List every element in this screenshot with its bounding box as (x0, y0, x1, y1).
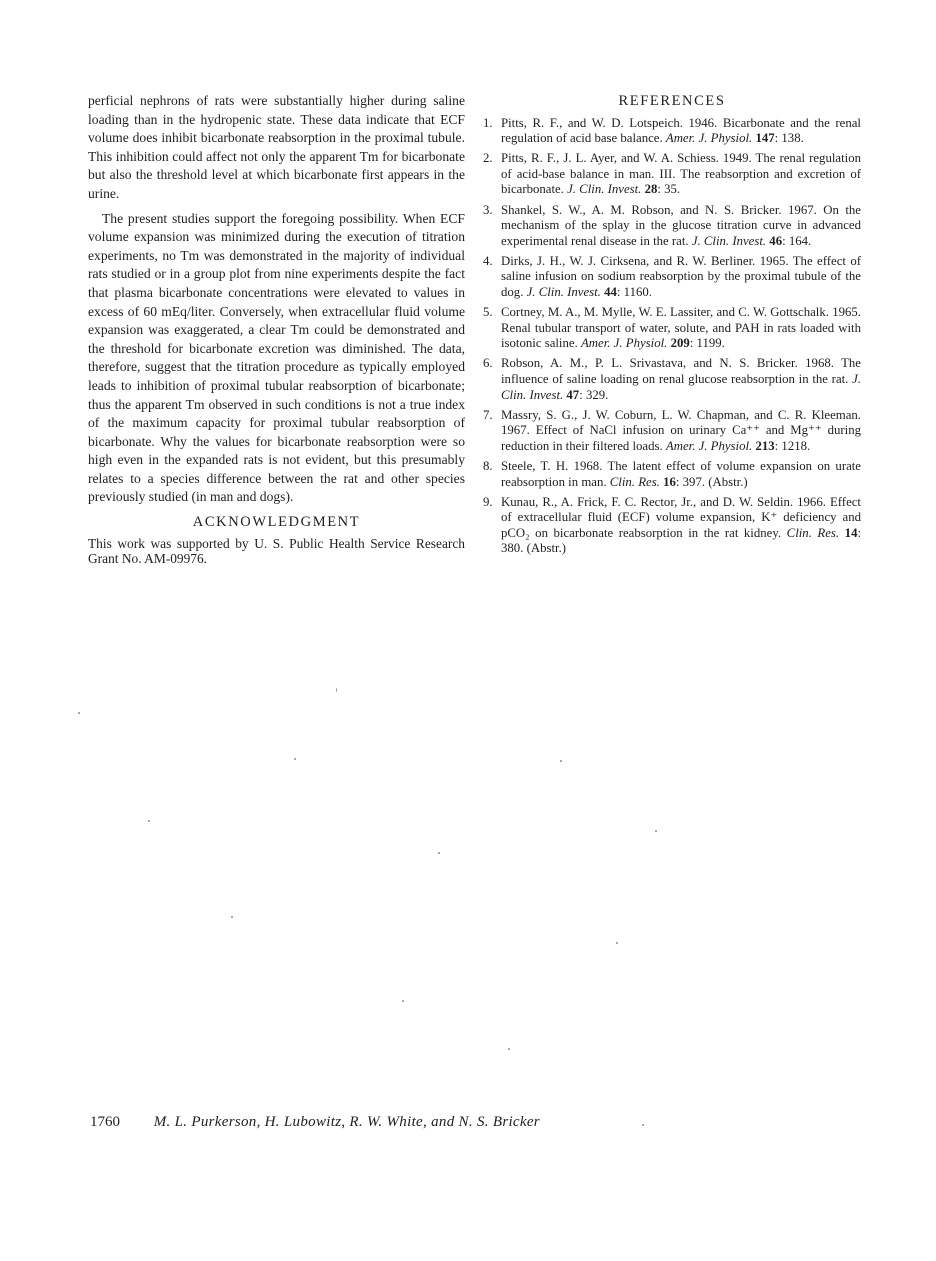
reference-journal: Clin. Res. (609, 474, 660, 489)
reference-text: Shankel, S. W., A. M. Robson, and N. S. Bricker. 1967. On the mechanism of the splay in the glucose titration curve in advanced experimental renal disease in the rat. (501, 202, 861, 248)
scan-speck (508, 1048, 510, 1050)
references-list (483, 116, 861, 557)
reference-text: Pitts, R. F., and W. D. Lotspeich. 1946. Bicarbonate and the renal regulation of acid base balance. (501, 115, 861, 146)
scan-speck (148, 820, 150, 822)
scan-speck (560, 760, 562, 762)
reference-text: Cortney, M. A., M. Mylle, W. E. Lassiter, and C. W. Gottschalk. 1965. Renal tubular transport of water, solute, and PAH in rats loaded with isotonic saline. (501, 305, 861, 351)
reference-text: Steele, T. H. 1968. The latent effect of volume expansion on urate reabsorption in man. (501, 458, 861, 489)
scan-speck (336, 688, 337, 692)
reference-pages: : 1199. (689, 336, 725, 351)
reference-pages: : 380. (Abstr.) (501, 525, 862, 556)
reference-pages: : 1160. (616, 285, 652, 300)
reference-volume: 44 (604, 285, 617, 300)
reference-journal: J. Clin. Invest. (691, 233, 767, 248)
reference-volume: 16 (663, 474, 676, 489)
reference-number: 9. (483, 494, 493, 509)
reference-pages: : 138. (774, 131, 804, 146)
body-paragraph-2: The present studies support the foregoing possibility. When ECF volume expansion was minimized during the execution of titration experiments, no Tm was demonstrated in the majority of individual rats studied or in a group plot from nine experiments despite the fact that plasma bicarbonate concentrations were elevated to values in excess of 60 mEq/liter. Conversely, when extracellular fluid volume expansion was exaggerated, a clear Tm could be demonstrated and the threshold for bicarbonate excretion was diminished. The data, therefore, suggest that the titration procedure as typically employed leads to inhibition of proximal tubular reabsorption of bicarbonate; thus the apparent Tm observed in such conditions is not a true index of the maximum capacity for proximal tubular reabsorption of bicarbonate. Why the values for bicarbonate reabsorption were so high even in the expanded rats is not evident, but this presumably relates to a species difference between the rat and other species previously studied (in man and dogs). (88, 210, 465, 505)
reference-journal: J. Clin. Invest. (526, 285, 601, 300)
page-number: 1760 (90, 1114, 120, 1130)
reference-pages: : 35. (657, 182, 681, 197)
reference-number: 5. (483, 305, 493, 320)
scan-speck (616, 942, 618, 944)
reference-item (483, 151, 861, 198)
reference-item (483, 356, 861, 403)
reference-journal: Amer. J. Physiol. (580, 336, 668, 351)
reference-item (483, 203, 861, 250)
reference-text: Kunau, R., A. Frick, F. C. Rector, Jr., and D. W. Seldin. 1966. Effect of extracellular fluid (ECF) volume expansion, K⁺ deficiency and pCO₂ on bicarbonate reabsorption in the rat kidney. (501, 494, 861, 540)
reference-number: 2. (483, 151, 493, 166)
reference-item (483, 408, 861, 455)
reference-volume: 14 (844, 525, 858, 540)
reference-text: Massry, S. G., J. W. Coburn, L. W. Chapman, and C. R. Kleeman. 1967. Effect of NaCl infusion on urinary Ca⁺⁺ and Mg⁺⁺ during reduction in their filtered loads. (501, 407, 861, 453)
reference-number: 6. (483, 356, 493, 371)
scan-speck (438, 852, 440, 854)
scan-speck (231, 916, 233, 918)
reference-number: 8. (483, 458, 493, 473)
reference-text: Pitts, R. F., J. L. Ayer, and W. A. Schiess. 1949. The renal regulation of acid-base balance in man. III. The reabsorption and excretion of bicarbonate. (501, 151, 861, 197)
scan-speck (294, 758, 296, 760)
reference-item (483, 495, 861, 557)
reference-number: 3. (483, 202, 493, 217)
reference-text: Dirks, J. H., W. J. Cirksena, and R. W. Berliner. 1965. The effect of saline infusion on sodium reabsorption by the proximal tubule of the dog. (501, 253, 861, 300)
reference-text: Robson, A. M., P. L. Srivastava, and N. S. Bricker. 1968. The influence of saline loading on renal glucose reabsorption in the rat. (501, 356, 861, 386)
reference-number: 7. (483, 407, 493, 422)
page-footer (90, 1114, 540, 1131)
reference-volume: 147 (755, 131, 775, 146)
reference-pages: : 164. (782, 233, 812, 248)
running-authors: M. L. Purkerson, H. Lubowitz, R. W. White, and N. S. Bricker (153, 1114, 540, 1130)
reference-item (483, 116, 861, 147)
reference-journal: J. Clin. Invest. (501, 372, 861, 402)
reference-item (483, 254, 861, 301)
acknowledgment-heading: ACKNOWLEDGMENT (192, 514, 361, 531)
reference-number: 1. (483, 115, 493, 130)
reference-number: 4. (483, 253, 493, 268)
references-column (483, 92, 861, 562)
reference-pages: : 1218. (774, 438, 811, 453)
reference-journal: Amer. J. Physiol. (665, 438, 753, 453)
reference-journal: Amer. J. Physiol. (665, 131, 753, 146)
reference-journal: J. Clin. Invest. (567, 182, 642, 197)
acknowledgment-text: This work was supported by U. S. Public Health Service Research Grant No. AM-09976. (88, 535, 465, 567)
reference-volume: 209 (670, 336, 690, 351)
reference-journal: Clin. Res. (786, 525, 840, 540)
reference-volume: 47 (566, 387, 580, 402)
reference-volume: 28 (644, 182, 658, 197)
reference-volume: 213 (755, 438, 775, 453)
scan-speck (78, 712, 80, 714)
scan-speck (642, 1124, 644, 1126)
reference-item (483, 459, 861, 490)
reference-pages: : 329. (579, 387, 609, 402)
reference-pages: : 397. (Abstr.) (675, 474, 748, 489)
left-column (88, 92, 465, 573)
reference-item (483, 305, 861, 352)
reference-volume: 46 (769, 233, 783, 248)
references-heading: REFERENCES (618, 93, 726, 109)
scan-speck (655, 830, 657, 832)
scan-speck (402, 1000, 404, 1002)
body-paragraph-1: perficial nephrons of rats were substantially higher during saline loading than in the hydropenic state. These data indicate that ECF volume does inhibit bicarbonate reabsorption in the proximal tubule. This inhibition could affect not only the apparent Tm for bicarbonate but also the threshold level at which bicarbonate first appears in the urine. (88, 93, 465, 201)
